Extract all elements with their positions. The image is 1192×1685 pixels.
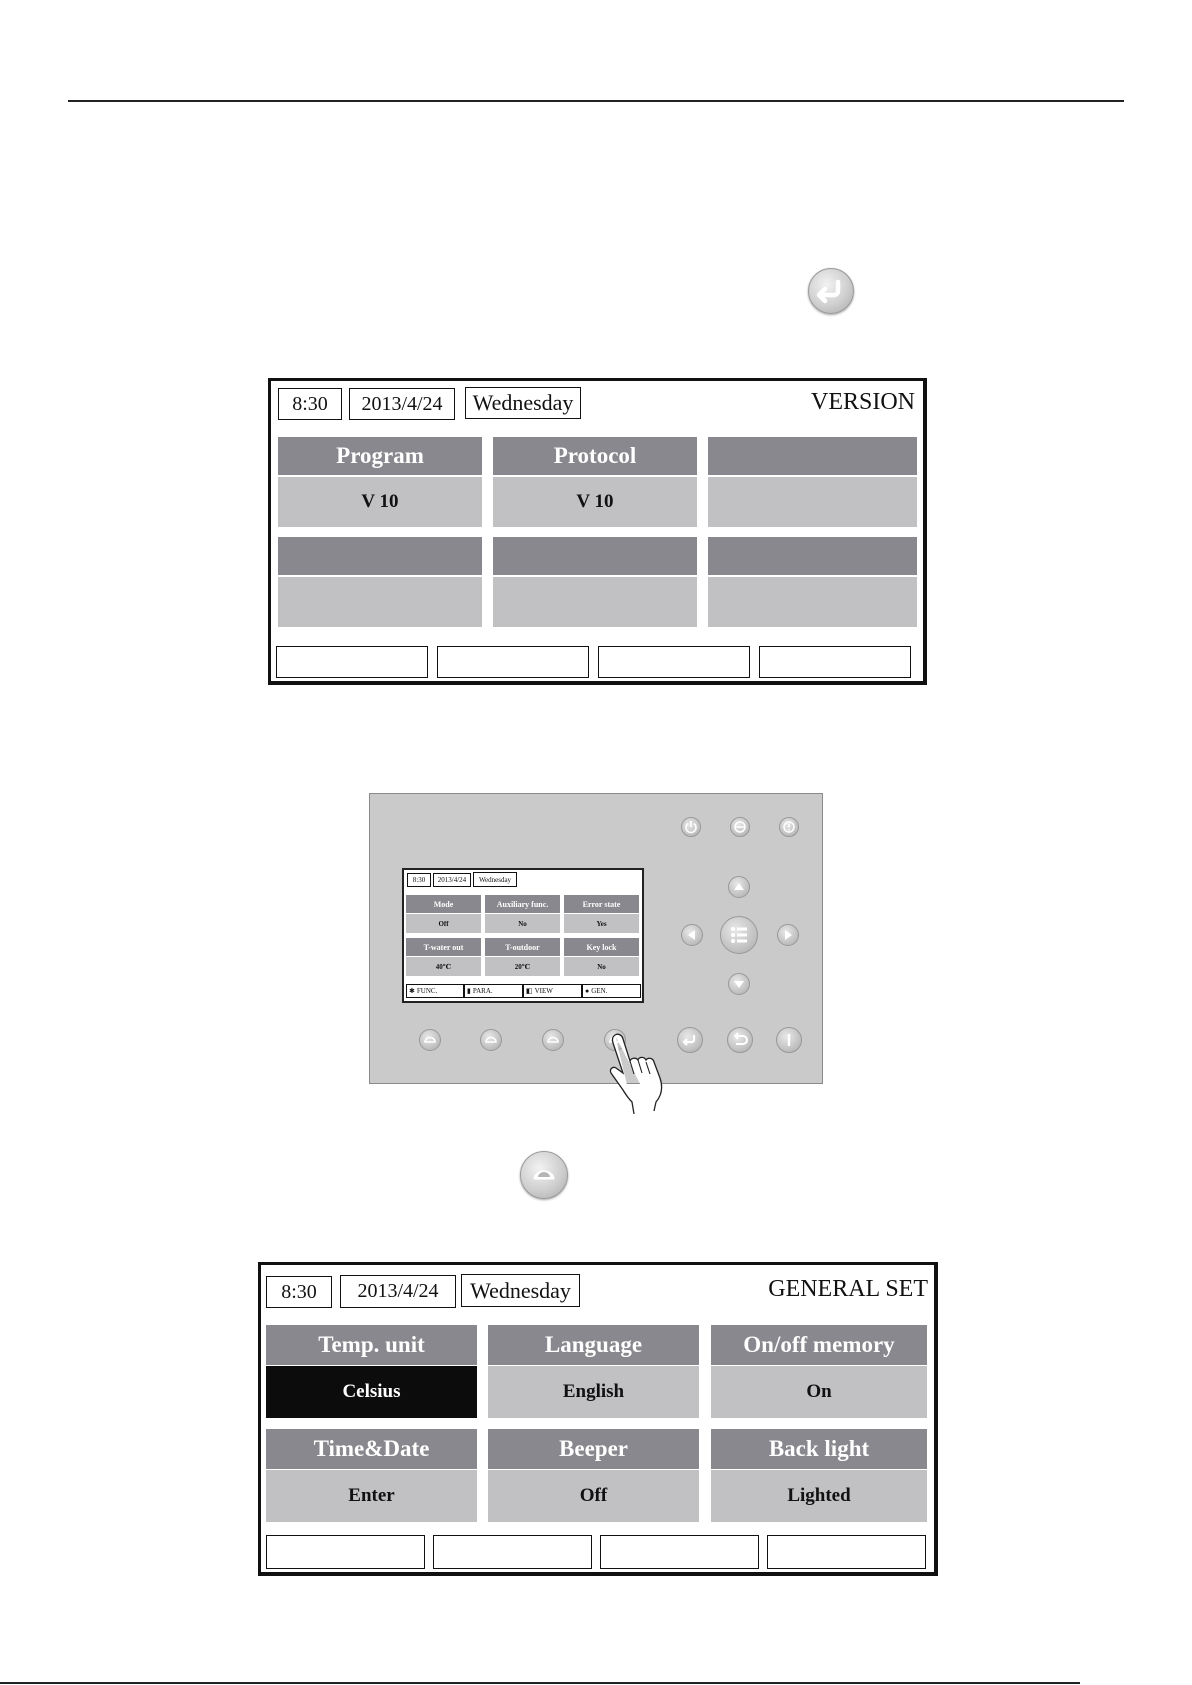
button-label: PARA. — [472, 987, 493, 995]
mini-tile[interactable] — [564, 895, 639, 933]
mini-tile[interactable] — [564, 938, 639, 976]
soft-key-2[interactable] — [480, 1029, 502, 1051]
hand-pointer-icon — [605, 1033, 675, 1115]
menu-icon[interactable] — [720, 916, 758, 954]
mini-tile[interactable] — [485, 895, 560, 933]
tile-value: V 10 — [278, 477, 482, 527]
tile-value: Off — [488, 1470, 699, 1522]
time-box: 8:30 — [266, 1276, 332, 1308]
para-button[interactable] — [464, 984, 523, 998]
top-rule — [68, 100, 1124, 102]
tile-value: V 10 — [493, 477, 697, 527]
tile-value: Celsius — [266, 1366, 477, 1418]
tile-time-date[interactable] — [266, 1429, 477, 1522]
tile-label: Temp. unit — [266, 1325, 477, 1365]
tile-label: Key lock — [564, 938, 639, 956]
soft-key-icon — [520, 1151, 568, 1199]
signal-bars-icon: ▮ — [467, 987, 471, 995]
tile-label: T-water out — [406, 938, 481, 956]
tile-label: Protocol — [493, 437, 697, 475]
tile-value: On — [711, 1366, 927, 1418]
tile-label: Time&Date — [266, 1429, 477, 1469]
button-label: GEN. — [591, 987, 608, 995]
tile-value: 20℃ — [485, 957, 560, 976]
screen-title: VERSION — [810, 389, 915, 415]
tile-value: Enter — [266, 1470, 477, 1522]
tile-empty[interactable] — [708, 437, 917, 527]
tile-back-light[interactable] — [711, 1429, 927, 1522]
tile-temp-unit[interactable] — [266, 1325, 477, 1418]
function-button-1[interactable] — [276, 646, 428, 678]
tile-value: No — [485, 914, 560, 933]
weekday-box: Wednesday — [461, 1274, 580, 1307]
function-button-2[interactable] — [433, 1535, 592, 1569]
tile-label: Program — [278, 437, 482, 475]
tile-value — [708, 477, 917, 527]
tile-language[interactable] — [488, 1325, 699, 1418]
soft-key-3[interactable] — [542, 1029, 564, 1051]
power-icon — [681, 817, 701, 837]
alarm-icon — [779, 817, 799, 837]
soft-key-1[interactable] — [419, 1029, 441, 1051]
tile-value: English — [488, 1366, 699, 1418]
func-icon: ✱ — [409, 987, 415, 995]
button-label: FUNC. — [416, 987, 438, 995]
tile-label — [708, 437, 917, 475]
tile-label: Mode — [406, 895, 481, 913]
right-arrow-icon[interactable] — [777, 924, 799, 946]
controller-screen — [402, 868, 644, 1003]
tile-label — [708, 537, 917, 575]
func-button[interactable] — [406, 984, 464, 998]
enter-arrow-icon — [808, 268, 854, 314]
tile-beeper[interactable] — [488, 1429, 699, 1522]
on-off-key[interactable] — [776, 1027, 802, 1053]
tile-label: Error state — [564, 895, 639, 913]
tile-label: T-outdoor — [485, 938, 560, 956]
function-button-3[interactable] — [600, 1535, 759, 1569]
gen-button[interactable] — [582, 984, 641, 998]
tile-value — [493, 577, 697, 627]
mini-tile[interactable] — [485, 938, 560, 976]
up-arrow-icon[interactable] — [728, 876, 750, 898]
tile-value: Yes — [564, 914, 639, 933]
tile-label: Auxiliary func. — [485, 895, 560, 913]
function-button-4[interactable] — [759, 646, 911, 678]
weekday-box: Wednesday — [473, 872, 517, 887]
tile-empty[interactable] — [708, 537, 917, 627]
tile-label — [493, 537, 697, 575]
view-button[interactable] — [523, 984, 582, 998]
tile-value — [278, 577, 482, 627]
tile-value: 40℃ — [406, 957, 481, 976]
function-button-2[interactable] — [437, 646, 589, 678]
gear-icon: ● — [585, 987, 590, 995]
tile-label — [278, 537, 482, 575]
date-box: 2013/4/24 — [433, 873, 471, 887]
tile-label: On/off memory — [711, 1325, 927, 1365]
tile-value: Lighted — [711, 1470, 927, 1522]
button-label: VIEW — [534, 987, 553, 995]
screen-title: GENERAL SET — [768, 1276, 928, 1302]
tile-value — [708, 577, 917, 627]
time-box: 8:30 — [278, 388, 342, 420]
operation-icon — [730, 817, 750, 837]
mini-tile[interactable] — [406, 938, 481, 976]
tile-on-off-memory[interactable] — [711, 1325, 927, 1418]
left-arrow-icon[interactable] — [681, 924, 703, 946]
down-arrow-icon[interactable] — [728, 973, 750, 995]
enter-key[interactable] — [677, 1027, 703, 1053]
view-icon: ◧ — [526, 987, 533, 995]
tile-protocol[interactable] — [493, 437, 697, 527]
tile-empty[interactable] — [493, 537, 697, 627]
date-box: 2013/4/24 — [349, 388, 455, 420]
tile-program[interactable] — [278, 437, 482, 527]
general-set-screen — [258, 1262, 938, 1576]
function-button-1[interactable] — [266, 1535, 425, 1569]
tile-label: Language — [488, 1325, 699, 1365]
mini-tile[interactable] — [406, 895, 481, 933]
version-screen — [268, 378, 927, 685]
tile-value: No — [564, 957, 639, 976]
time-box: 8:30 — [407, 873, 431, 887]
function-button-3[interactable] — [598, 646, 750, 678]
tile-empty[interactable] — [278, 537, 482, 627]
tile-value: Off — [406, 914, 481, 933]
back-key[interactable] — [727, 1027, 753, 1053]
weekday-box: Wednesday — [465, 387, 581, 419]
bottom-rule — [0, 1682, 1080, 1684]
function-button-4[interactable] — [767, 1535, 926, 1569]
tile-label: Beeper — [488, 1429, 699, 1469]
date-box: 2013/4/24 — [340, 1275, 456, 1308]
tile-label: Back light — [711, 1429, 927, 1469]
